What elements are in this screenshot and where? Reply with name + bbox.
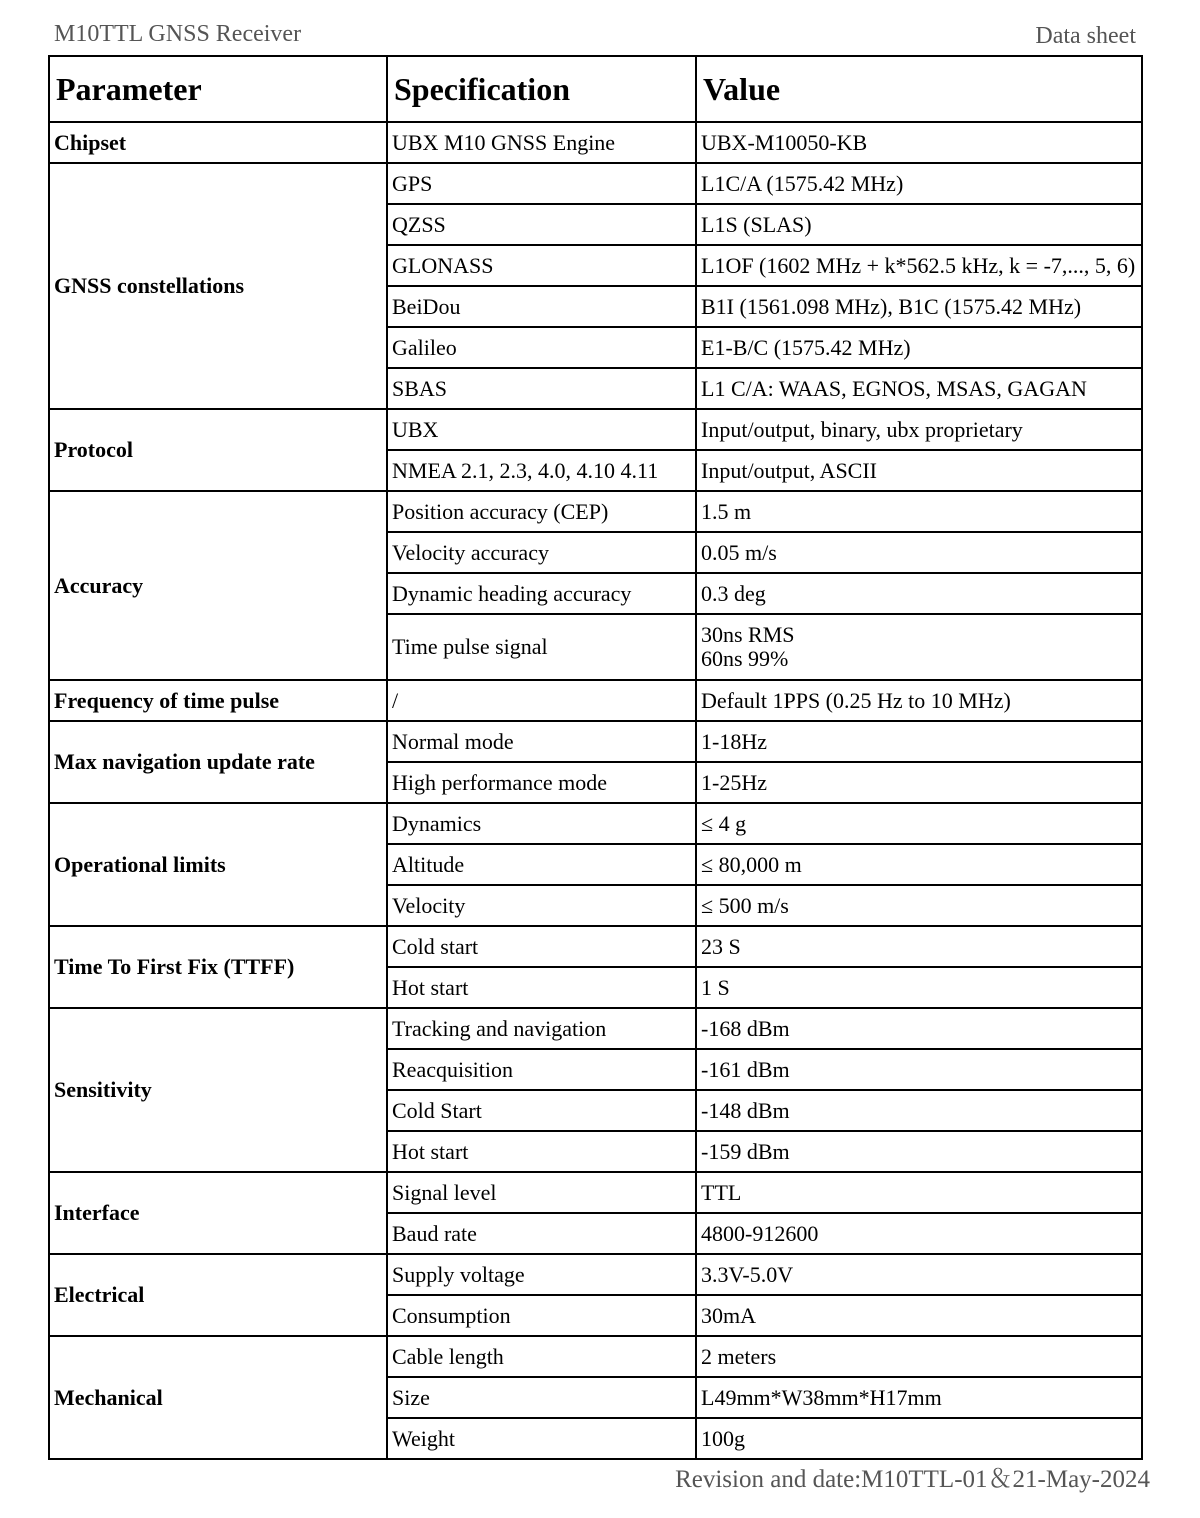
value-cell: 0.3 deg	[696, 573, 1142, 614]
value-cell: E1-B/C (1575.42 MHz)	[696, 327, 1142, 368]
value-cell: L1S (SLAS)	[696, 204, 1142, 245]
value-line: 60ns 99%	[701, 646, 789, 671]
specification-cell: Hot start	[387, 967, 696, 1008]
table-row	[49, 803, 1142, 844]
parameter-cell: Operational limits	[49, 803, 387, 926]
table-row	[49, 122, 1142, 163]
parameter-cell: Electrical	[49, 1254, 387, 1336]
table-row	[49, 1254, 1142, 1295]
value-cell: -161 dBm	[696, 1049, 1142, 1090]
table-row	[49, 1008, 1142, 1049]
parameter-cell: Protocol	[49, 409, 387, 491]
value-cell: 0.05 m/s	[696, 532, 1142, 573]
value-cell: -168 dBm	[696, 1008, 1142, 1049]
specification-cell: Dynamics	[387, 803, 696, 844]
specification-cell: Galileo	[387, 327, 696, 368]
specification-cell: GLONASS	[387, 245, 696, 286]
parameter-cell: Frequency of time pulse	[49, 680, 387, 721]
document-title: M10TTL GNSS Receiver	[54, 21, 302, 47]
value-cell: 3.3V-5.0V	[696, 1254, 1142, 1295]
specification-cell: Velocity accuracy	[387, 532, 696, 573]
table-header-row	[49, 56, 1142, 122]
value-cell: TTL	[696, 1172, 1142, 1213]
specification-cell: High performance mode	[387, 762, 696, 803]
parameter-cell: Sensitivity	[49, 1008, 387, 1172]
value-cell: Default 1PPS (0.25 Hz to 10 MHz)	[696, 680, 1142, 721]
document-type: Data sheet	[1035, 23, 1136, 49]
parameter-cell: Max navigation update rate	[49, 721, 387, 803]
specification-cell: GPS	[387, 163, 696, 204]
value-cell: 100g	[696, 1418, 1142, 1459]
specification-cell: Consumption	[387, 1295, 696, 1336]
table-row	[49, 680, 1142, 721]
specification-cell: Hot start	[387, 1131, 696, 1172]
table-row	[49, 1172, 1142, 1213]
specification-cell: Weight	[387, 1418, 696, 1459]
specification-cell: Position accuracy (CEP)	[387, 491, 696, 532]
specification-cell: QZSS	[387, 204, 696, 245]
specification-cell: NMEA 2.1, 2.3, 4.0, 4.10 4.11	[387, 450, 696, 491]
specification-cell: SBAS	[387, 368, 696, 409]
value-cell: L49mm*W38mm*H17mm	[696, 1377, 1142, 1418]
parameter-cell: GNSS constellations	[49, 163, 387, 409]
value-cell: L1C/A (1575.42 MHz)	[696, 163, 1142, 204]
specification-cell: Size	[387, 1377, 696, 1418]
value-line: 30ns RMS	[701, 622, 795, 647]
specification-cell: Cold Start	[387, 1090, 696, 1131]
value-cell: 2 meters	[696, 1336, 1142, 1377]
parameter-cell: Mechanical	[49, 1336, 387, 1459]
value-cell: 23 S	[696, 926, 1142, 967]
value-cell: 1-18Hz	[696, 721, 1142, 762]
spec-table	[48, 55, 1143, 1460]
specification-cell: UBX	[387, 409, 696, 450]
parameter-cell: Chipset	[49, 122, 387, 163]
value-cell: B1I (1561.098 MHz), B1C (1575.42 MHz)	[696, 286, 1142, 327]
table-row	[49, 1336, 1142, 1377]
column-header-parameter: Parameter	[49, 56, 387, 122]
value-cell: 1 S	[696, 967, 1142, 1008]
value-cell: 1-25Hz	[696, 762, 1142, 803]
value-cell: -148 dBm	[696, 1090, 1142, 1131]
specification-cell: Velocity	[387, 885, 696, 926]
specification-cell: Signal level	[387, 1172, 696, 1213]
value-cell	[696, 614, 1142, 680]
parameter-cell: Time To First Fix (TTFF)	[49, 926, 387, 1008]
value-cell: Input/output, binary, ubx proprietary	[696, 409, 1142, 450]
value-cell: ≤ 500 m/s	[696, 885, 1142, 926]
spec-table-body	[49, 56, 1142, 1459]
value-cell: ≤ 4 g	[696, 803, 1142, 844]
value-cell: 1.5 m	[696, 491, 1142, 532]
value-cell: L1OF (1602 MHz + k*562.5 kHz, k = -7,..., 5, 6)	[696, 245, 1142, 286]
value-cell: 4800-912600	[696, 1213, 1142, 1254]
table-row	[49, 721, 1142, 762]
specification-cell: UBX M10 GNSS Engine	[387, 122, 696, 163]
value-cell: UBX-M10050-KB	[696, 122, 1142, 163]
specification-cell: Normal mode	[387, 721, 696, 762]
value-cell: Input/output, ASCII	[696, 450, 1142, 491]
specification-cell: Reacquisition	[387, 1049, 696, 1090]
specification-cell: Baud rate	[387, 1213, 696, 1254]
column-header-specification: Specification	[387, 56, 696, 122]
table-row	[49, 163, 1142, 204]
specification-cell: Tracking and navigation	[387, 1008, 696, 1049]
specification-cell: Cable length	[387, 1336, 696, 1377]
specification-cell: Supply voltage	[387, 1254, 696, 1295]
revision-footer: Revision and date:M10TTL-01＆21-May-2024	[675, 1466, 1150, 1493]
table-row	[49, 926, 1142, 967]
specification-cell: /	[387, 680, 696, 721]
table-row	[49, 409, 1142, 450]
specification-cell: Time pulse signal	[387, 614, 696, 680]
value-cell: L1 C/A: WAAS, EGNOS, MSAS, GAGAN	[696, 368, 1142, 409]
parameter-cell: Interface	[49, 1172, 387, 1254]
parameter-cell: Accuracy	[49, 491, 387, 680]
table-row	[49, 491, 1142, 532]
value-cell: 30mA	[696, 1295, 1142, 1336]
column-header-value: Value	[696, 56, 1142, 122]
specification-cell: BeiDou	[387, 286, 696, 327]
specification-cell: Dynamic heading accuracy	[387, 573, 696, 614]
value-cell: ≤ 80,000 m	[696, 844, 1142, 885]
value-cell: -159 dBm	[696, 1131, 1142, 1172]
specification-cell: Altitude	[387, 844, 696, 885]
specification-cell: Cold start	[387, 926, 696, 967]
